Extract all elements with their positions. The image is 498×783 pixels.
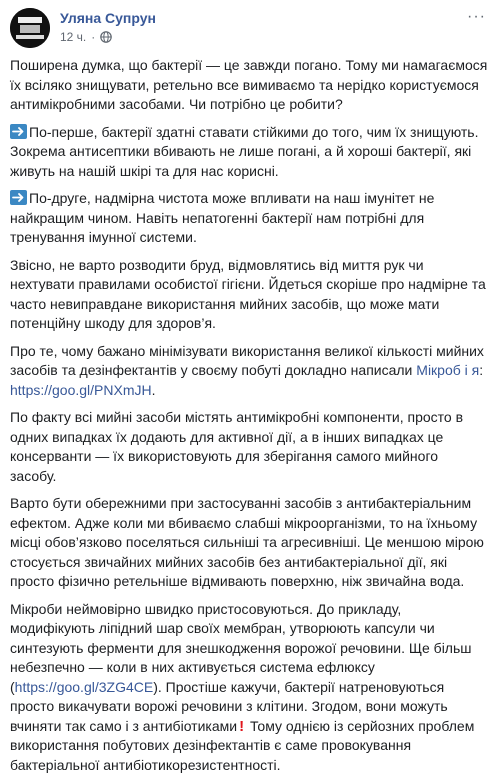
goo-gl-link-1[interactable]: https://goo.gl/PNXmJH [10, 381, 152, 398]
post-timestamp[interactable]: 12 ч. [60, 30, 87, 44]
paragraph-8 [10, 600, 488, 776]
post-text [10, 56, 488, 783]
paragraph-5-end: . [151, 381, 156, 398]
more-options-button[interactable]: ··· [467, 8, 486, 25]
paragraph-7: Варто бути обережними при застосуванні засобів з антибактеріальним ефектом. Адже коли ми вбиваємо слабші мікроорганізми, то на їхньому місці обов’язково поселяться сильніші та агресивніші. Це меншою мірою стосується звичайних мийних засобів без антибактеріальної дії, які просто фізично ретельніше відмивають поверхню, ніж звичайна вода. [10, 495, 484, 589]
paragraph-1: Поширена думка, що бактерії — це завжди погано. Тому ми намагаємося їх всіляко знищувати, ретельно все вимиваємо та нерідко користуємося антимікробними засобами. Чи потрібно це робити? [10, 57, 488, 112]
right-arrow-icon [10, 124, 27, 139]
paragraph-5-sep: : [479, 362, 484, 378]
paragraph-3-text: По-друге, надмірна чистота може впливати на наш імунітет не найкращим чином. Навіть непатогенні бактерії нам потрібні для тренування імунної системи. [10, 190, 435, 245]
paragraph-8-text-c: Тому однією із серйозних проблем використання побутових дезінфектантів є саме провокування бактеріальної антибіотикорезистентності. [10, 717, 475, 773]
author-name-link[interactable]: Уляна Супрун [60, 10, 156, 26]
avatar[interactable] [10, 8, 50, 48]
goo-gl-link-2[interactable]: https://goo.gl/3ZG4CE [14, 678, 154, 695]
paragraph-5-text: Про те, чому бажано мінімізувати використання великої кількості мийних засобів та дезінфектантів у своєму побуті докладно написали [10, 342, 484, 378]
post-meta [60, 30, 112, 44]
paragraph-2 [10, 123, 488, 182]
paragraph-3 [10, 189, 488, 248]
right-arrow-icon [10, 190, 27, 205]
paragraph-6: По факту всі мийні засоби містять антимікробні компоненти, просто в одних випадках їх додають для активної дії, а в інших випадках це консерванти — їх використовують для зберігання самого мийного засобу. [10, 409, 464, 484]
avatar-image [10, 8, 50, 48]
globe-icon[interactable] [100, 31, 112, 43]
paragraph-2-text: По-перше, бактерії здатні ставати стійкими до того, чим їх знищують. Зокрема антисептики вбивають не лише погані, а й хороші бактерії, які живуть на нашій шкірі та для нас корисні. [10, 123, 479, 179]
meta-separator: · [91, 30, 96, 44]
paragraph-8-text-a: Мікроби неймовірно швидко пристосовуються. До прикладу, модифікують ліпідний шар своїх мембран, утворюють капсули чи синтезують ферменти для знешкодження ворожої речовини. Ще більш небезпечно — коли в них активується система ефлюксу ( [10, 600, 472, 695]
paragraph-4: Звісно, не варто розводити бруд, відмовлятись від миття рук чи нехтувати правилами особистої гігієни. Йдеться скоріше про надмірне та часто невиправдане використання мийних засобів, що може мати потенційну шкоду для здоров’я. [10, 256, 486, 331]
mikrob-i-ya-link[interactable]: Мікроб і я [416, 362, 480, 378]
paragraph-5 [10, 342, 488, 401]
paragraph-8-text-b: ). Простіше кажучи, бактерії натреновуються просто викачувати ворожі речовини з клітини. Згодом, вони можуть вчиняти так само і з антибіотиками [10, 678, 448, 734]
post-header [10, 8, 488, 52]
exclamation-icon: ! [239, 717, 245, 735]
